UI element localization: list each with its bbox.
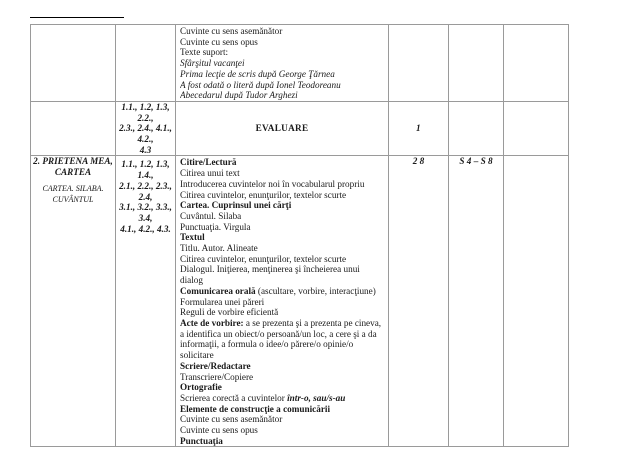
content-line: Cuvinte cu sens asemănător: [180, 414, 283, 425]
competence-line: 4.3: [139, 144, 152, 155]
notes-cell: [504, 25, 569, 102]
competence-line: 2.1., 2.2., 2.3., 2.4,: [119, 180, 172, 202]
content-line: [180, 393, 385, 404]
competence-line: 1.1., 1.2, 1.3, 1.4.,: [121, 159, 170, 181]
content-lines: [176, 156, 388, 446]
weeks-value: S 4 – S 8: [449, 156, 504, 447]
weeks-cell: [449, 101, 504, 156]
notes-cell: [504, 156, 569, 447]
content-line: A fost odată o literă după Ionel Teodoreanu: [180, 79, 341, 90]
unit-title: 2. PRIETENA MEA, CARTEA: [33, 156, 113, 178]
content-line: Cuvinte cu sens opus: [180, 425, 258, 436]
content-line: [180, 286, 385, 297]
content-line: Scriere/Redactare: [180, 360, 251, 371]
content-lines: [176, 25, 388, 101]
lesson-plan-table: [30, 24, 569, 447]
content-cell: [176, 156, 389, 447]
content-line: Sfârşitul vacanţei: [180, 58, 245, 69]
competence-line: 1.1., 1.2, 1.3, 2.2.,: [121, 101, 170, 123]
competences-cell: [116, 156, 176, 447]
content-line: Abecedarul după Tudor Arghezi: [180, 90, 298, 101]
content-line: Textul: [180, 232, 205, 243]
hours-cell: [389, 25, 449, 102]
content-cell: [176, 25, 389, 102]
content-segment: într-o, sau/s-au: [287, 392, 346, 403]
content-line: Reguli de vorbire eficientă: [180, 307, 279, 318]
weeks-cell: [449, 25, 504, 102]
content-line: Citirea cuvintelor, enunţurilor, textelor scurte: [180, 253, 347, 264]
content-line: Formularea unei păreri: [180, 296, 265, 307]
competence-line: 4.1., 4.2., 4.3.: [120, 223, 171, 234]
evaluation-label: EVALUARE: [176, 101, 389, 156]
competence-line: 3.1., 3.2., 3.3., 3.4,: [119, 202, 172, 223]
content-line: Ortografie: [180, 382, 222, 393]
content-line: Titlu. Autor. Alineate: [180, 243, 258, 254]
content-line: Cuvinte cu sens opus: [180, 36, 258, 47]
notes-cell: [504, 101, 569, 156]
content-line: Transcriere/Copiere: [180, 371, 254, 382]
content-line: Cuvinte cu sens asemănător: [180, 26, 283, 36]
table-row: [31, 156, 569, 447]
content-line: Citire/Lectură: [180, 157, 237, 168]
hours-value: 2 8: [389, 156, 449, 447]
unit-subtitle: CARTEA. SILABA. CUVÂNTUL: [42, 183, 104, 204]
competences-cell: [116, 25, 176, 102]
table-row: [31, 101, 569, 156]
competence-line: 2.3., 2.4., 4.1., 4.2.,: [119, 123, 172, 145]
content-line: Citirea cuvintelor, enunţurilor, textelor scurte: [180, 189, 347, 200]
content-line: Citirea unui text: [180, 168, 240, 179]
content-line: Cuvântul. Silaba: [180, 210, 242, 221]
content-segment: (ascultare, vorbire, interacţiune): [255, 285, 376, 296]
content-line: [180, 200, 385, 211]
competences-cell: [116, 101, 176, 156]
unit-cell: [31, 101, 116, 156]
content-segment: Acte de vorbire:: [180, 317, 244, 328]
content-segment: Scrierea corectă a cuvintelor: [180, 392, 288, 403]
content-line: Texte suport:: [180, 47, 229, 58]
table-row: [31, 25, 569, 102]
content-line: Introducerea cuvintelor noi în vocabularul propriu: [180, 178, 365, 189]
content-segment: Cuprinsul unei cărţi: [209, 200, 292, 211]
content-segment: Cartea.: [180, 200, 210, 211]
content-segment: Comunicarea orală: [180, 285, 256, 296]
unit-cell: [31, 156, 116, 447]
content-segment: a se prezenta şi a prezenta pe cineva, a identifica un obiect/o persoană/un loc, a cere şi a da informaţii, a formula o idee/o părere/o opinie/o solicitare: [180, 317, 382, 361]
content-line: Elemente de construcţie a comunicării: [180, 403, 331, 414]
header-rule: [30, 17, 124, 18]
unit-cell: [31, 25, 116, 102]
content-line: Punctuaţia. Virgula: [180, 221, 251, 232]
content-line: Dialogul. Iniţierea, menţinerea şi încheierea unui dialog: [180, 264, 360, 286]
content-line: Prima lecţie de scris după George Ţărnea: [180, 68, 335, 79]
content-line: [180, 318, 385, 361]
content-line: Punctuaţia: [180, 435, 223, 446]
hours-value: 1: [389, 101, 449, 156]
